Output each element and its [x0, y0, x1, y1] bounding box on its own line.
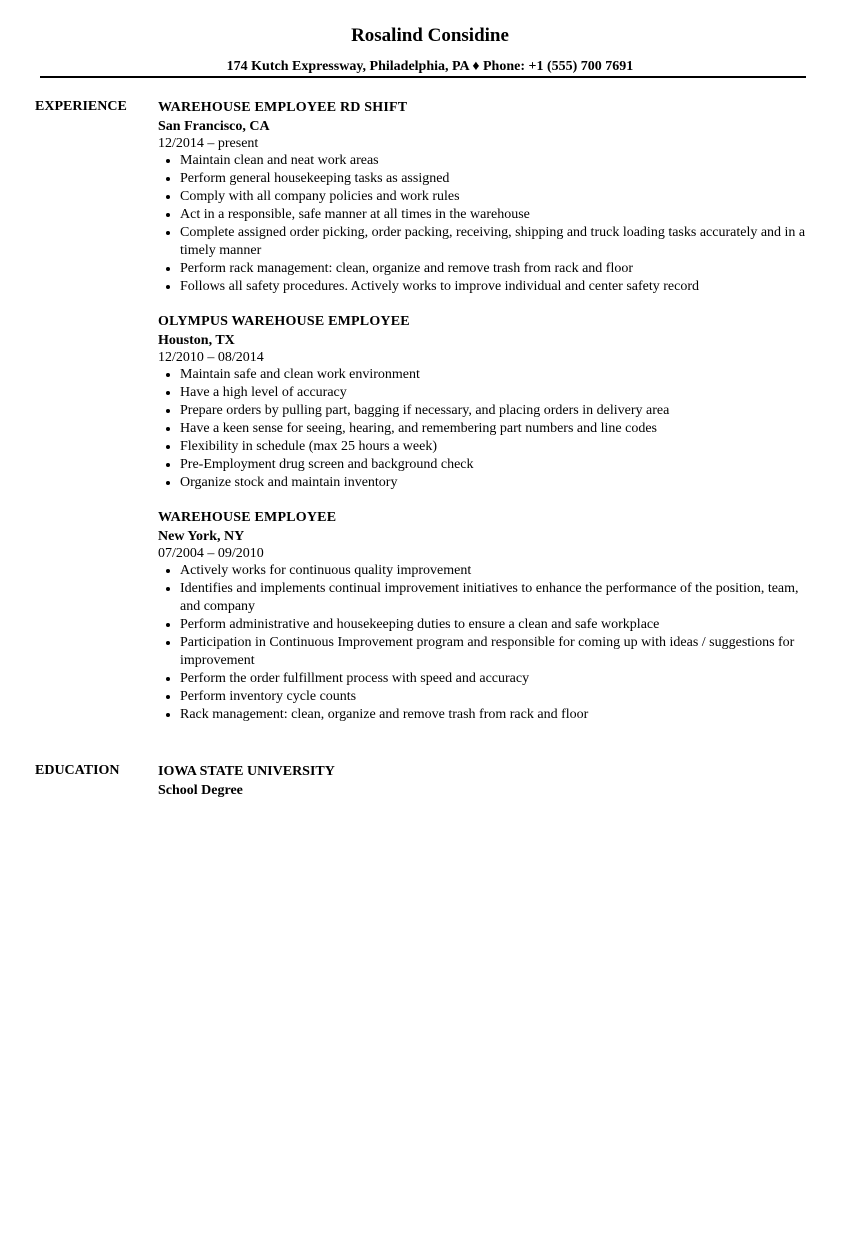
job-title: OLYMPUS WAREHOUSE EMPLOYEE: [158, 314, 410, 329]
job-duties: [158, 562, 808, 724]
job-dates: 12/2010 – 08/2014: [158, 350, 264, 365]
duty-item: Act in a responsible, safe manner at all times in the warehouse: [158, 206, 808, 224]
experience-list: [158, 98, 808, 740]
duty-item: Actively works for continuous quality improvement: [158, 562, 808, 580]
education-entry: [158, 762, 808, 800]
duty-item: Maintain safe and clean work environment: [158, 366, 808, 384]
duty-item: Follows all safety procedures. Actively works to improve individual and center safety record: [158, 278, 808, 296]
duty-item: Perform rack management: clean, organize and remove trash from rack and floor: [158, 260, 808, 278]
contact-info: 174 Kutch Expressway, Philadelphia, PA ♦ Phone: +1 (555) 700 7691: [226, 59, 634, 74]
job-dates: 12/2014 – present: [158, 136, 259, 151]
job-title: WAREHOUSE EMPLOYEE: [158, 510, 337, 525]
education-label: EDUCATION: [35, 763, 120, 778]
job-entry: [158, 312, 808, 492]
school-name: IOWA STATE UNIVERSITY: [158, 764, 335, 779]
duty-item: Organize stock and maintain inventory: [158, 474, 808, 492]
job-location: New York, NY: [158, 529, 245, 544]
duty-item: Have a keen sense for seeing, hearing, and remembering part numbers and line codes: [158, 420, 808, 438]
degree: School Degree: [158, 783, 243, 798]
duty-item: Rack management: clean, organize and remove trash from rack and floor: [158, 706, 808, 724]
duty-item: Prepare orders by pulling part, bagging if necessary, and placing orders in delivery area: [158, 402, 808, 420]
job-location: San Francisco, CA: [158, 119, 270, 134]
duty-item: Pre-Employment drug screen and background check: [158, 456, 808, 474]
job-location: Houston, TX: [158, 333, 235, 348]
duty-item: Comply with all company policies and work rules: [158, 188, 808, 206]
duty-item: Perform inventory cycle counts: [158, 688, 808, 706]
experience-label: EXPERIENCE: [35, 99, 127, 114]
job-dates: 07/2004 – 09/2010: [158, 546, 264, 561]
duty-item: Participation in Continuous Improvement program and responsible for coming up with ideas / suggestions for improvement: [158, 634, 808, 670]
job-duties: [158, 152, 808, 296]
duty-item: Maintain clean and neat work areas: [158, 152, 808, 170]
duty-item: Perform general housekeeping tasks as assigned: [158, 170, 808, 188]
job-entry: [158, 508, 808, 724]
job-title: WAREHOUSE EMPLOYEE RD SHIFT: [158, 100, 408, 115]
duty-item: Perform administrative and housekeeping duties to ensure a clean and safe workplace: [158, 616, 808, 634]
job-duties: [158, 366, 808, 492]
job-entry: [158, 98, 808, 296]
duty-item: Have a high level of accuracy: [158, 384, 808, 402]
duty-item: Identifies and implements continual improvement initiatives to enhance the performance of the position, team, and company: [158, 580, 808, 616]
duty-item: Complete assigned order picking, order packing, receiving, shipping and truck loading tasks accurately and in a timely manner: [158, 224, 808, 260]
duty-item: Flexibility in schedule (max 25 hours a week): [158, 438, 808, 456]
candidate-name: Rosalind Considine: [351, 25, 509, 46]
header-divider: [40, 76, 806, 78]
duty-item: Perform the order fulfillment process with speed and accuracy: [158, 670, 808, 688]
